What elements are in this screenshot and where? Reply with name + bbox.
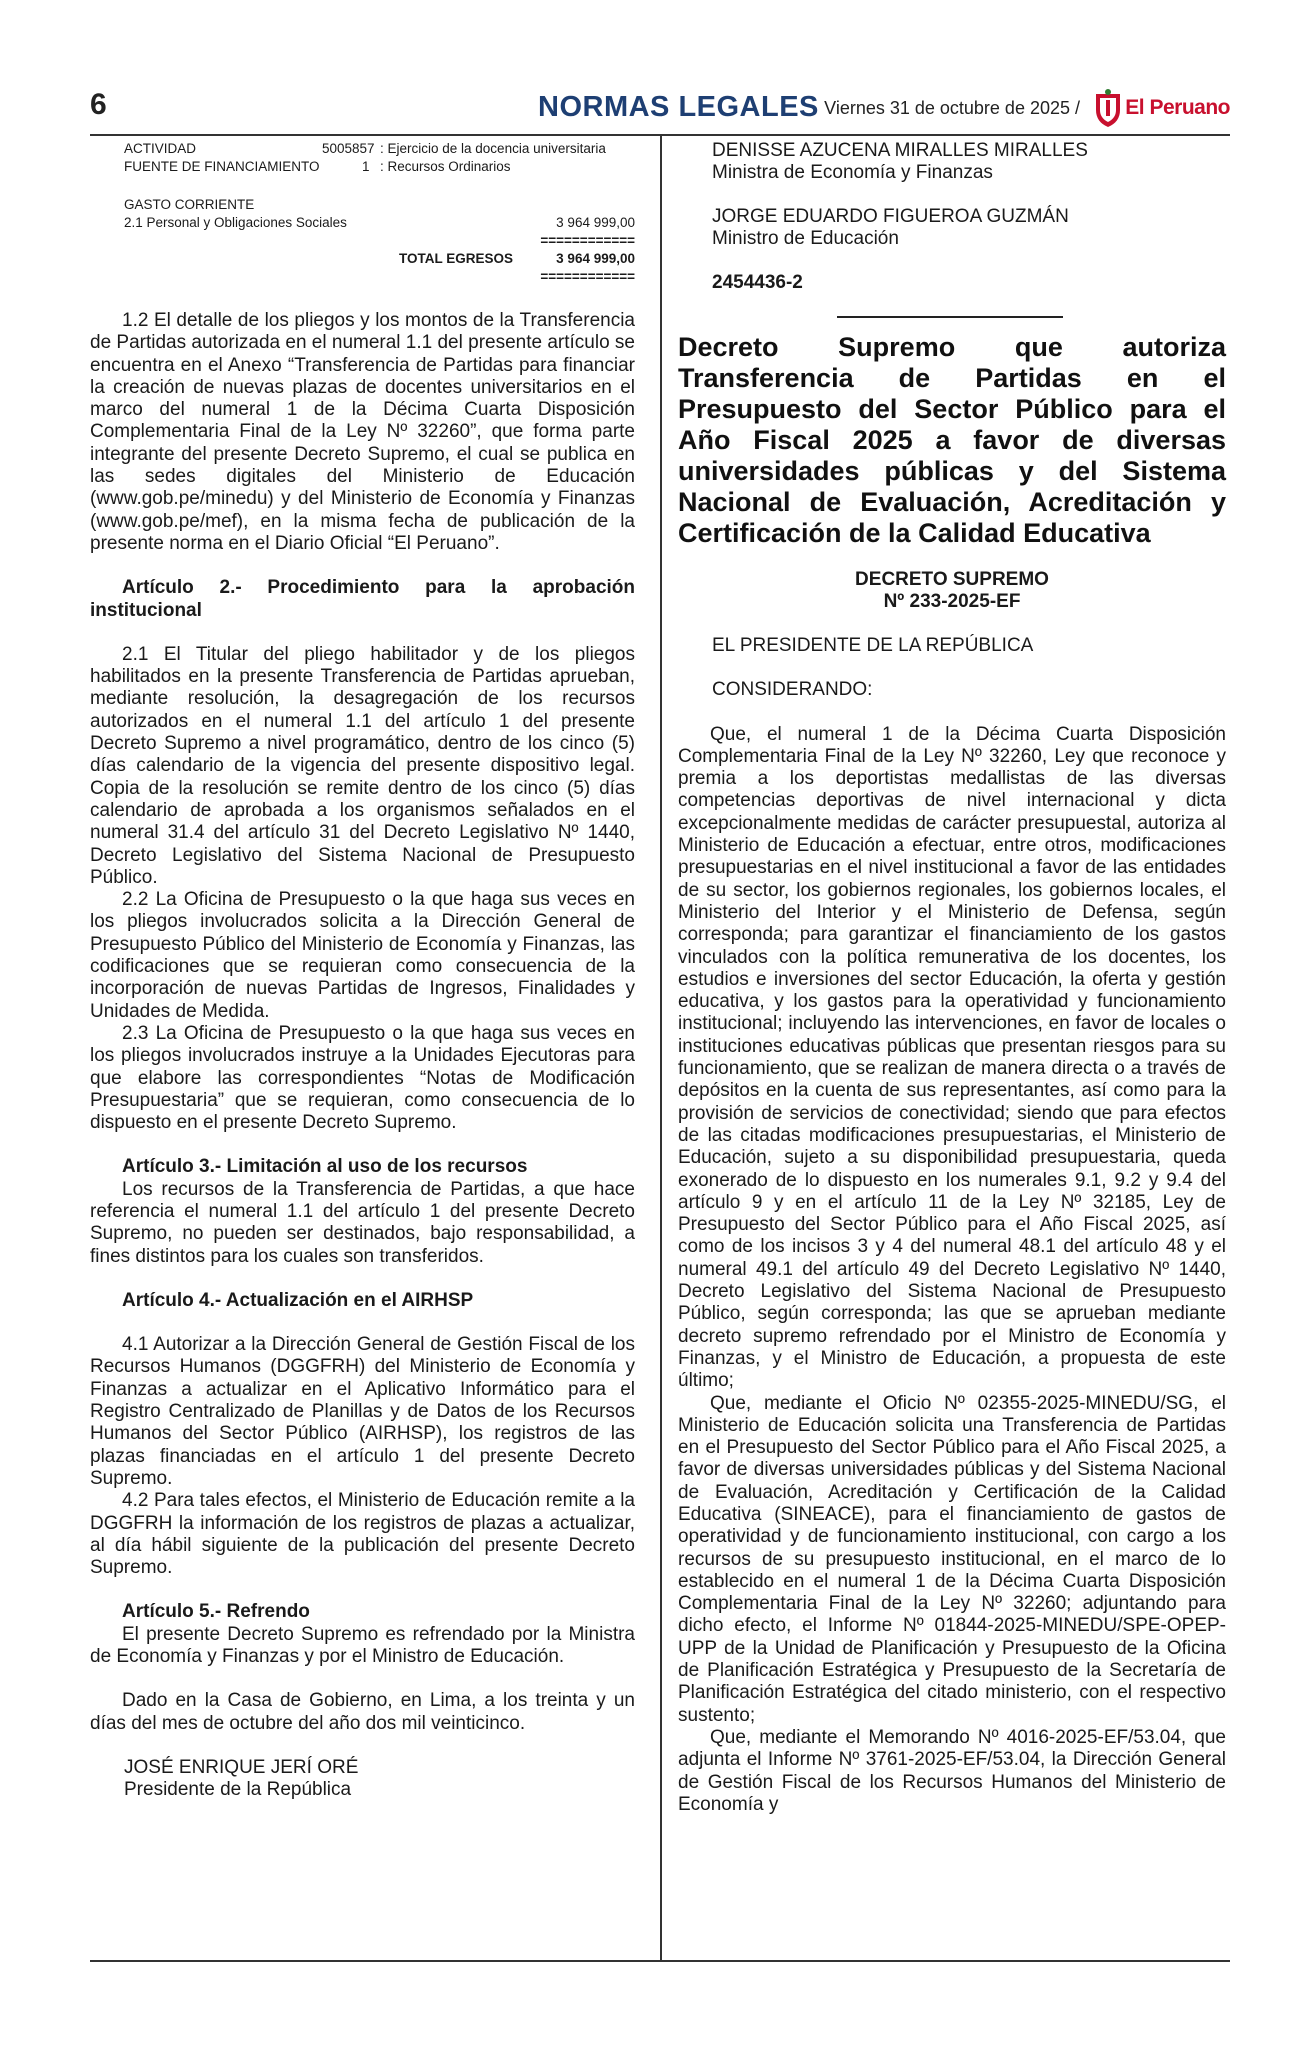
footer-divider — [90, 1960, 1230, 1962]
right-column — [678, 140, 1226, 1816]
decree-label: DECRETO SUPREMO — [855, 569, 1049, 590]
decree-title — [678, 569, 1226, 613]
peru-coat-of-arms-icon — [1092, 88, 1124, 128]
budget-total — [90, 250, 635, 268]
newspaper-name: El Peruano — [1125, 96, 1230, 119]
considerando-label: CONSIDERANDO: — [712, 679, 873, 701]
closing-paragraph: Dado en la Casa de Gobierno, en Lima, a los treinta y un días del mes de octubre del año dos mil veinticinco. — [90, 1690, 635, 1734]
article-5-title: Artículo 5.- Refrendo — [122, 1601, 310, 1623]
paragraph-1-2: 1.2 El detalle de los pliegos y los montos de la Transferencia de Partidas autorizada en el numeral 1.1 del presente artículo se encuentra en el Anexo “Transferencia de Partidas para financiar la creación de nuevas plazas de docentes universitarios en el marco del numeral 1 de la Décima Cuarta Disposición Complementaria Final de la Ley Nº 32260”, que forma parte integrante del presente Decreto Supremo, el cual se publica en las sedes digitales del Ministerio de Educación (www.gob.pe/minedu) y del Ministerio de Economía y Finanzas (www.gob.pe/mef), en la misma fecha de publicación de la presente norma en el Diario Oficial “El Peruano”. — [90, 310, 635, 554]
considerando-paragraph-3: Que, mediante el Memorando Nº 4016-2025-EF/53.04, que adjunta el Informe Nº 3761-2025-EF/53.04, la Dirección General de Gestión Fiscal de los Recursos Humanos del Ministerio de Economía y — [678, 1726, 1226, 1815]
paragraph-3: Los recursos de la Transferencia de Partidas, a que hace referencia el numeral 1.1 del artículo 1 del presente Decreto Supremo, no pueden ser destinados, bajo responsabilidad, a fines distintos para los cuales son transferidos. — [90, 1178, 635, 1267]
signatory-title: Presidente de la República — [124, 1778, 352, 1800]
column-divider — [660, 136, 662, 1960]
budget-row-desc: : Recursos Ordinarios — [380, 159, 511, 174]
budget-row — [90, 140, 635, 158]
budget-line — [90, 214, 635, 232]
budget-gasto-label — [90, 196, 635, 214]
budget-row-label: FUENTE DE FINANCIAMIENTO — [124, 159, 320, 174]
budget-row-label: ACTIVIDAD — [124, 141, 197, 156]
gasto-label: GASTO CORRIENTE — [124, 197, 255, 212]
decree-headline: Decreto Supremo que autoriza Transferencia de Partidas en el Presupuesto del Sector Público para el Año Fiscal 2025 a favor de diversas universidades públicas y del Sistema Nacional de Evaluación, Acreditación y Certificación de la Calidad Educativa — [678, 332, 1226, 548]
section-divider — [837, 316, 1063, 318]
paragraph-4-2: 4.2 Para tales efectos, el Ministerio de Educación remite a la DGGFRH la información de los registros de plazas a actualizar, al día hábil siguiente de la publicación del presente Decreto Supremo. — [90, 1490, 635, 1579]
decree-number: Nº 233-2025-EF — [883, 591, 1021, 612]
total-amount: 3 964 999,00 — [556, 251, 635, 266]
signatory-title: Ministro de Educación — [712, 228, 899, 249]
budget-row-code: 1 — [362, 159, 370, 174]
paragraph-2-1: 2.1 El Titular del pliego habilitador y de los pliegos habilitados en la presente Transferencia de Partidas aprueban, mediante resolución, la desagregación de los recursos autorizados en el numeral 1.1 del artículo 1 del presente Decreto Supremo a nivel programático, dentro de los cinco (5) días calendario de la vigencia del presente dispositivo legal. Copia de la resolución se remite dentro de los cinco (5) días calendario de aprobada a los organismos señalados en el numeral 31.4 del artículo 31 del Decreto Legislativo Nº 1440, Decreto Legislativo del Sistema Nacional de Presupuesto Público. — [90, 643, 635, 888]
signatory-title: Ministra de Economía y Finanzas — [712, 162, 993, 183]
budget-table — [90, 140, 635, 286]
article-4-title: Artículo 4.- Actualización en el AIRHSP — [122, 1289, 474, 1311]
budget-line-label: 2.1 Personal y Obligaciones Sociales — [124, 215, 347, 230]
budget-row-desc: : Ejercicio de la docencia universitaria — [380, 141, 606, 156]
signatory-name: JORGE EDUARDO FIGUEROA GUZMÁN — [712, 206, 1069, 227]
paragraph-4-1: 4.1 Autorizar a la Dirección General de Gestión Fiscal de los Recursos Humanos (DGGFRH) del Ministerio de Economía y Finanzas a actualizar en el Aplicativo Informático para el Registro Centralizado de Planillas y de Datos de los Recursos Humanos del Sector Público (AIRHSP), los registros de las plazas financiadas en el artículo 1 del presente Decreto Supremo. — [90, 1334, 635, 1489]
separator-text: ============ — [540, 269, 635, 284]
article-3-title: Artículo 3.- Limitación al uso de los recursos — [122, 1156, 528, 1178]
page-number: 6 — [90, 88, 107, 121]
reference-number: 2454436-2 — [712, 272, 803, 293]
paragraph-5: El presente Decreto Supremo es refrendado por la Ministra de Economía y Finanzas y por el Ministro de Educación. — [90, 1623, 635, 1668]
left-column — [90, 140, 635, 1801]
president-line: EL PRESIDENTE DE LA REPÚBLICA — [712, 635, 1034, 656]
edition-date: Viernes 31 de octubre de 2025 / — [824, 98, 1080, 118]
signatory-name: JOSÉ ENRIQUE JERÍ ORÉ — [124, 1756, 359, 1778]
budget-row — [90, 158, 635, 176]
budget-separator — [90, 232, 635, 250]
considerando-paragraph-2: Que, mediante el Oficio Nº 02355-2025-MINEDU/SG, el Ministerio de Educación solicita una Transferencia de Partidas en el Presupuesto del Sector Público para el Año Fiscal 2025, a favor de diversas universidades públicas y del Sistema Nacional de Evaluación, Acreditación y Certificación de la Calidad Educativa (SINEACE), para el financiamiento de gastos de operatividad y de funcionamiento institucional, con cargo a los recursos de su presupuesto institucional, en el marco de lo establecido en el numeral 1 de la Décima Cuarta Disposición Complementaria Final de la Ley Nº 32260; adjuntando para dicho efecto, el Informe Nº 01844-2025-MINEDU/SPE-OPEP-UPP de la Unidad de Planificación y Presupuesto de la Oficina de Planificación Estratégica y Presupuesto de la Secretaría de Planificación Estratégica del citado ministerio, con el respectivo sustento; — [678, 1392, 1226, 1726]
budget-row-code: 5005857 — [322, 141, 375, 156]
total-label: TOTAL EGRESOS — [398, 251, 513, 266]
signatory-name: DENISSE AZUCENA MIRALLES MIRALLES — [712, 140, 1088, 161]
paragraph-2-3: 2.3 La Oficina de Presupuesto o la que haga sus veces en los pliegos involucrados instruye a la Unidades Ejecutoras para que elabore las correspondientes “Notas de Modificación Presupuestaria” que se requieran, como consecuencia de lo dispuesto en el presente Decreto Supremo. — [90, 1022, 635, 1134]
budget-line-amount: 3 964 999,00 — [556, 215, 635, 230]
budget-separator — [90, 268, 635, 286]
article-2-title: Artículo 2.- Procedimiento para la aprobación institucional — [90, 577, 635, 621]
section-brand: NORMAS LEGALES — [538, 91, 819, 123]
paragraph-2-2: 2.2 La Oficina de Presupuesto o la que haga sus veces en los pliegos involucrados solicita a la Dirección General de Presupuesto Público del Ministerio de Economía y Finanzas, las codificaciones que se requieran como consecuencia de la incorporación de nuevas Partidas de Ingresos, Finalidades y Unidades de Medida. — [90, 889, 635, 1022]
considerando-paragraph-1: Que, el numeral 1 de la Décima Cuarta Disposición Complementaria Final de la Ley Nº 32260, Ley que reconoce y premia a los deportistas medallistas de las diversas competencias deportivas de nivel internacional y dicta excepcionalmente medidas de carácter presupuestal, autoriza al Ministerio de Educación a efectuar, entre otros, modificaciones presupuestarias en el nivel institucional a favor de las entidades de su sector, los gobiernos regionales, los gobiernos locales, el Ministerio del Interior y el Ministerio de Defensa, según corresponda; para garantizar el financiamiento de los gastos vinculados con la política remunerativa de los docentes, los estudios e inversiones del sector Educación, la oferta y gestión educativa, y los gastos para la operatividad y funcionamiento institucional; incluyendo las intervenciones, en favor de locales o instituciones educativas públicas que presentan riesgos para su funcionamiento, que se realizan de manera directa o a través de depósitos en la cuenta de sus representantes, así como para la provisión de servicios de conectividad; siendo que para efectos de las citadas modificaciones presupuestarias, el Ministerio de Educación, sujeto a su disponibilidad presupuestaria, queda exonerado de lo dispuesto en los numerales 9.1, 9.2 y 9.4 del artículo 9 y en el artículo 11 de la Ley Nº 32185, Ley de Presupuesto del Sector Público para el Año Fiscal 2025, así como de los incisos 3 y 4 del numeral 48.1 del artículo 48 y el numeral 49.1 del artículo 49 del Decreto Legislativo Nº 1440, Decreto Legislativo del Sistema Nacional de Presupuesto Público, según corresponda; las que se aprueban mediante decreto supremo refrendado por el Ministro de Economía y Finanzas, y el Ministro de Educación, a propuesta de este último; — [678, 723, 1226, 1392]
page-header — [90, 88, 1230, 134]
separator-text: ============ — [540, 233, 635, 248]
